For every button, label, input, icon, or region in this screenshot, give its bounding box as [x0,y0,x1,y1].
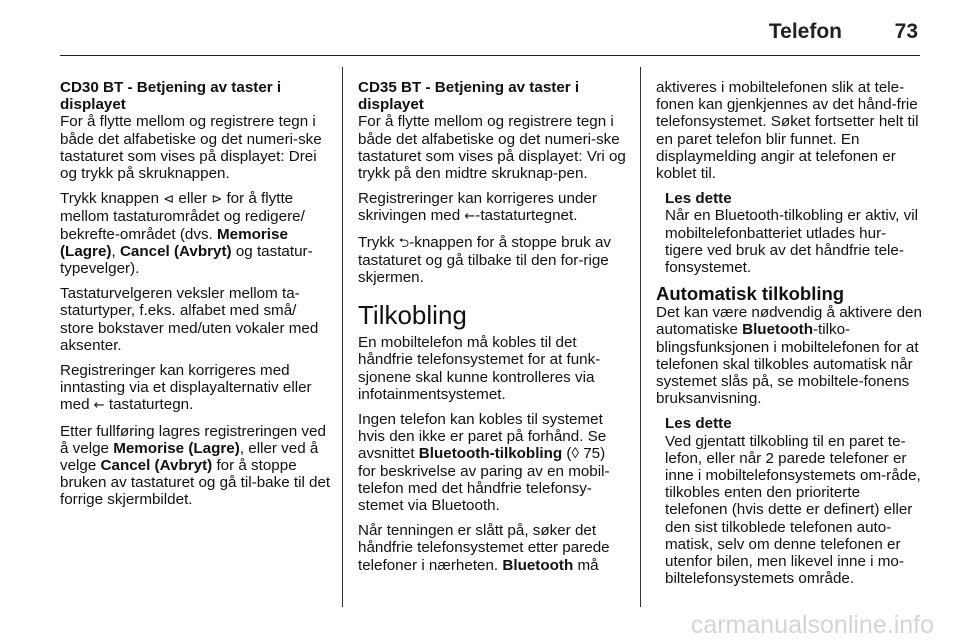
bluetooth-label: Bluetooth [502,556,574,574]
page-number: 73 [894,20,918,43]
column-3 [656,79,922,595]
bluetooth-link-label: Bluetooth-tilkobling [418,445,563,463]
cancel-label: Cancel (Avbryt) [100,457,213,475]
page-header [0,0,960,62]
paragraph: Trykk knappen ⊲ eller ⊳ for å flytte mellom tastaturområdet og redigere/ bekrefte-området (dvs. Memorise (Lagre), Cancel (Avbryt) og tastatur-typevelger). [60,190,313,278]
paragraph: Når tenningen er slått på, søker det håndfrie telefonsystemet etter parede telefoner i nærheten. Bluetooth må [358,522,610,574]
paragraph: Registreringer kan korrigeres under skrivingen med ←-tastaturtegnet. [358,190,597,225]
paragraph: For å flytte mellom og registrere tegn i både det alfabetiske og det numeri-ske tastaturet som vises på displayet: Vri og trykk på den midtre skruknap-pen. [358,113,626,183]
backspace-icon: ← [93,398,105,414]
note-text: Ved gjentatt tilkobling til en paret te-lefon, eller når 2 parede telefoner er inne i mobiltelefonsystemets om-råde, tilkobles enten den prioriterte telefonen (hvis dette er definert) eller den sist tilkoblede telefonen auto-matisk, selv om denne telefonen er utenfor bilen, men likevel inne i mo-biltelefonsystemets område. [665,432,921,588]
paragraph: Trykk ⮌-knappen for å stoppe bruk av tastaturet og gå tilbake til den for-rige skjermen. [358,233,611,287]
right-arrow-button-icon: ⊳ [211,192,223,208]
paragraph: Det kan være nødvendig å aktivere den automatiske Bluetooth-tilko-blingsfunksjonen i mobiltelefonen for at telefonen skal tilkobles automatisk når systemet slås på, se mobiltele-fonens bruksanvisning. [656,304,922,408]
backspace-icon: ← [464,209,476,225]
bluetooth-label: Bluetooth [742,321,813,339]
section-title-tilkobling: Tilkobling [358,300,467,331]
subheading-cd30: CD30 BT - Betjening av taster i displayet [60,79,282,114]
paragraph: aktiveres i mobiltelefonen slik at tele-fonen kan gjenkjennes av det hånd-frie telefonsystemet. Søket fortsetter helt til en paret telefon blir funnet. En displaymelding angir at telefonen er koblet til. [656,79,919,183]
paragraph: For å flytte mellom og registrere tegn i både det alfabetiske og det numeri-ske tastaturet som vises på displayet: Drei og trykk på skruknappen. [60,113,322,183]
column-divider-1 [342,67,343,607]
note-text: Når en Bluetooth-tilkobling er aktiv, vil mobiltelefonbatteriet utlades hur-tigere ved bruk av det håndfrie tele-fonsystemet. [665,207,918,277]
memorise-label: Memorise (Lagre) [60,225,288,260]
subheading-cd35: CD35 BT - Betjening av taster i displayet [358,79,580,114]
paragraph: Registreringer kan korrigeres med inntasting via et displayalternativ eller med ← tastaturtegn. [60,362,312,414]
memorise-label: Memorise (Lagre) [113,439,240,457]
paragraph: Etter fullføring lagres registreringen ved å velge Memorise (Lagre), eller ved å velge Cancel (Avbryt) for å stoppe bruken av tastaturet og gå til-bake til det forrige skjermbildet. [60,422,331,509]
column-2 [358,79,626,582]
watermark: carmanualsonline.info [690,611,934,639]
header-rule [60,55,920,56]
column-1 [60,79,332,517]
section-title-automatisk-tilkobling: Automatisk tilkobling [656,283,845,305]
note-title: Les dette [665,415,732,433]
left-arrow-button-icon: ⊲ [163,192,175,208]
cancel-label: Cancel (Avbryt) [119,242,232,260]
note-title: Les dette [665,190,732,208]
paragraph: Ingen telefon kan kobles til systemet hvis den ikke er paret på forhånd. Se avsnittet Bluetooth-tilkobling (◊ 75) for beskrivelse av paring av en mobil-telefon med det håndfrie telefonsy-stemet via Bluetooth. [358,411,610,515]
header-title: Telefon [768,20,842,43]
note-box [665,190,922,276]
note-box [665,415,922,587]
page-reference: (◊ 75) [562,445,606,463]
back-button-icon: ⮌ [398,235,410,251]
column-divider-2 [640,67,641,607]
paragraph: En mobiltelefon må kobles til det håndfrie telefonsystemet for at funk-sjonene skal kunne kontrolleres via infotainmentsystemet. [358,334,601,403]
paragraph: Tastaturvelgeren veksler mellom ta-staturtyper, f.eks. alfabet med små/ store bokstaver med/uten vokaler med aksenter. [60,285,319,354]
